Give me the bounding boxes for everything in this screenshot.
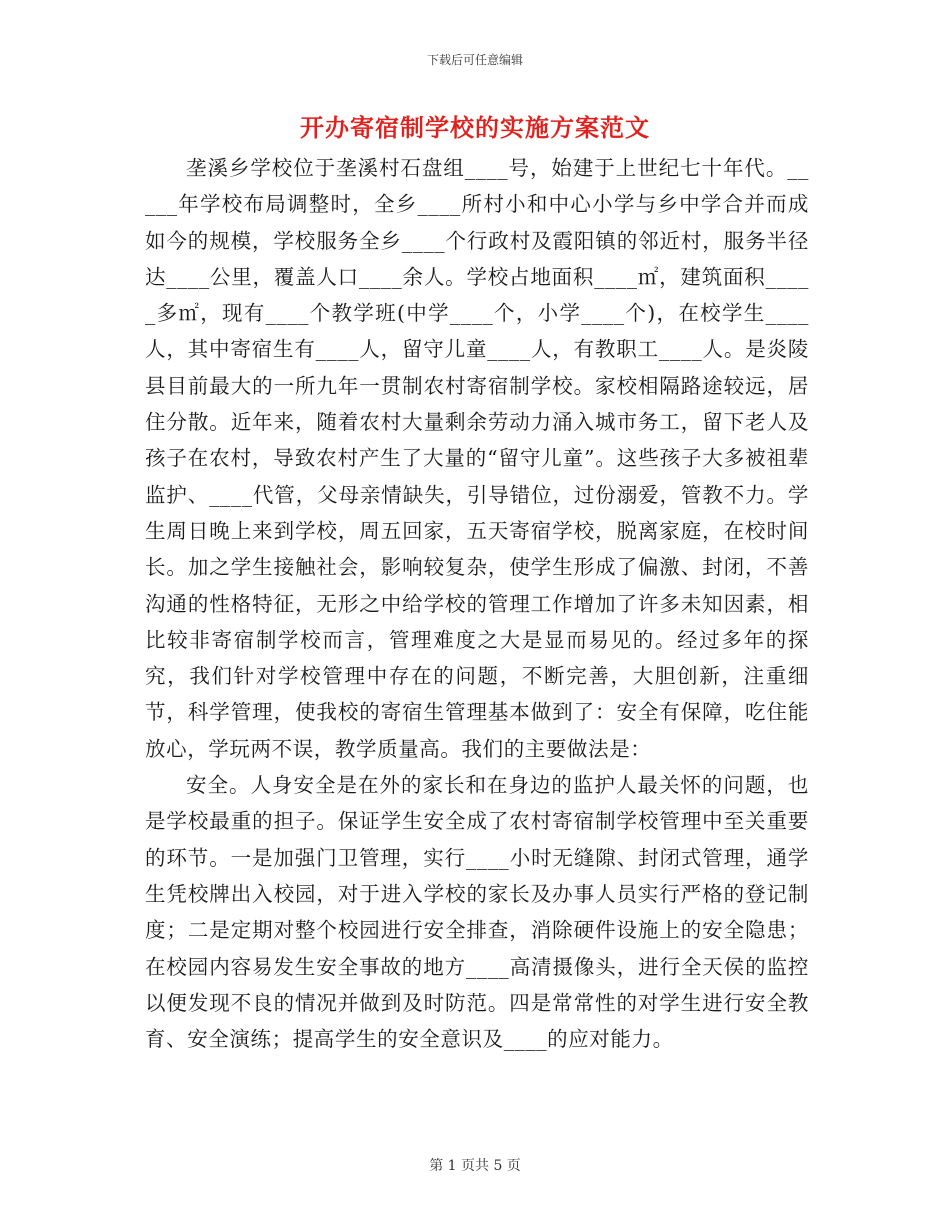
paragraph-safety: 安全。人身安全是在外的家长和在身边的监护人最关怀的问题，也是学校最重的担子。保证学生安全成了农村寄宿制学校管理中至关重要的环节。一是加强门卫管理，实行____小时无缝隙、封闭式管理，通学生凭校牌出入校园，对于进入学校的家长及办事人员实行严格的登记制度；二是定期对整个校园进行安全排查，消除硬件设施上的安全隐患；在校园内容易发生安全事故的地方____高清摄像头，进行全天侯的监控以便发现不良的情况并做到及时防范。四是常常性的对学生进行安全教育、安全演练；提高学生的安全意识及____的应对能力。 (145, 773, 809, 1052)
document-body (145, 150, 809, 1057)
page-number-footer: 第 1 页共 5 页 (429, 1158, 521, 1174)
document-title: 开办寄宿制学校的实施方案范文 (300, 113, 650, 142)
page-header-note: 下载后可任意编辑 (426, 53, 523, 67)
paragraph-intro: 垄溪乡学校位于垄溪村石盘组____号，始建于上世纪七十年代。_____年学校布局调整时，全乡____所村小和中心小学与乡中学合并而成如今的规模，学校服务全乡____个行政村及霞阳镇的邻近村，服务半径达____公里，覆盖人口____余人。学校占地面积____㎡，建筑面积_____多㎡，现有____个教学班(中学____个，小学____个)，在校学生____人，其中寄宿生有____人，留守儿童____人，有教职工____人。是炎陵县目前最大的一所九年一贯制农村寄宿制学校。家校相隔路途较远，居住分散。近年来，随着农村大量剩余劳动力涌入城市务工，留下老人及孩子在农村，导致农村产生了大量的“留守儿童”。这些孩子大多被祖辈监护、____代管，父母亲情缺失，引导错位，过份溺爱，管教不力。学生周日晚上来到学校，周五回家，五天寄宿学校，脱离家庭，在校时间长。加之学生接触社会，影响较复杂，使学生形成了偏激、封闭，不善沟通的性格特征，无形之中给学校的管理工作增加了许多未知因素，相比较非寄宿制学校而言，管理难度之大是显而易见的。经过多年的探究，我们针对学校管理中存在的问题，不断完善，大胆创新，注重细节，科学管理，使我校的寄宿生管理基本做到了：安全有保障，吃住能放心，学玩两不误，教学质量高。我们的主要做法是： (145, 156, 809, 761)
